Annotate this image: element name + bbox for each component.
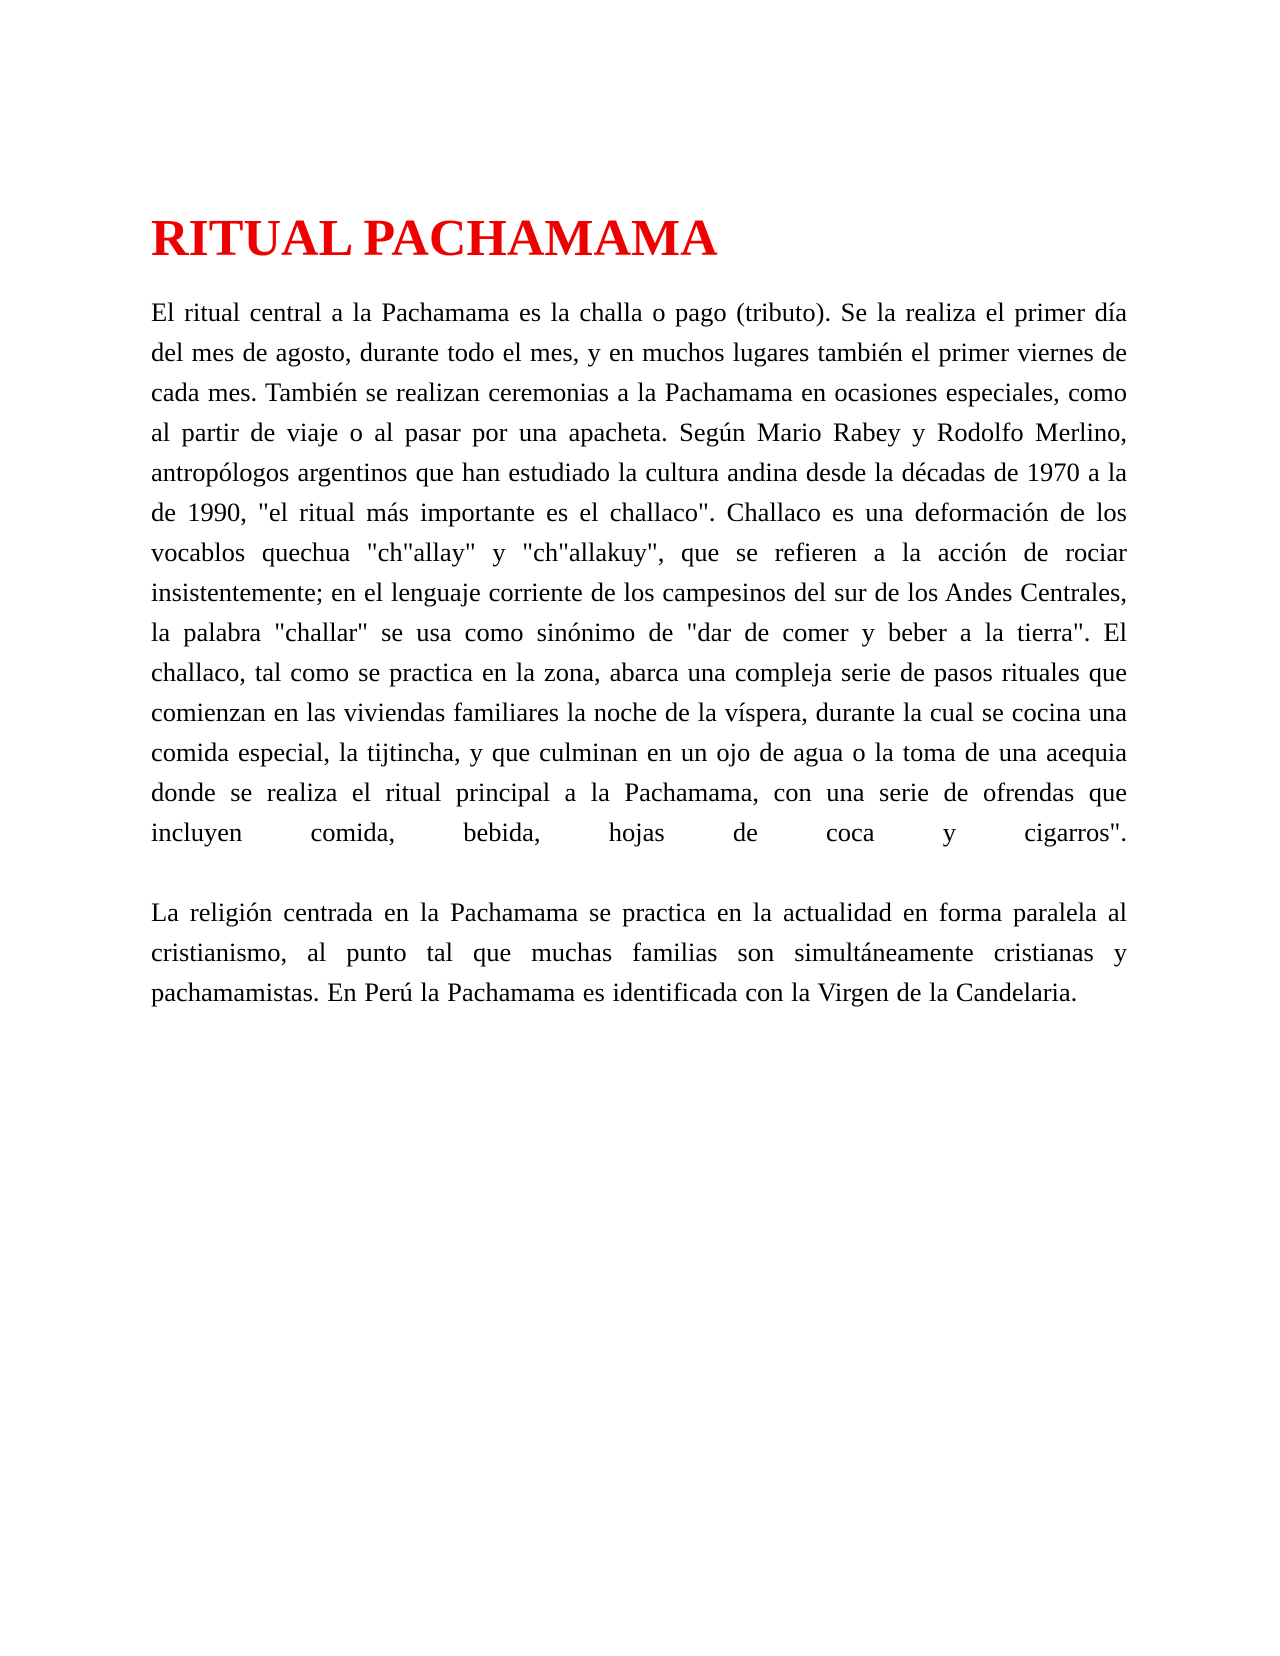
paragraph-spacer [151, 852, 1127, 892]
paragraph-religion-today: La religión centrada en la Pachamama se practica en la actualidad en forma paralela al cristianismo, al punto tal que muchas familias son simultáneamente cristianas y pachamamistas. En Perú la Pachamama es identificada con la Virgen de la Candelaria. [151, 897, 1127, 1008]
document-body [151, 208, 1127, 1012]
paragraph-challa-ritual: El ritual central a la Pachamama es la challa o pago (tributo). Se la realiza el primer día del mes de agosto, durante todo el mes, y en muchos lugares también el primer viernes de cada mes. También se realizan ceremonias a la Pachamama en ocasiones especiales, como al partir de viaje o al pasar por una apacheta. Según Mario Rabey y Rodolfo Merlino, antropólogos argentinos que han estudiado la cultura andina desde la décadas de 1970 a la de 1990, "el ritual más importante es el challaco". Challaco es una deformación de los vocablos quechua "ch"allay" y "ch"allakuy", que se refieren a la acción de rociar insistentemente; en el lenguaje corriente de los campesinos del sur de los Andes Centrales, la palabra "challar" se usa como sinónimo de "dar de comer y beber a la tierra". El challaco, tal como se practica en la zona, abarca una compleja serie de pasos rituales que comienzan en las viviendas familiares la noche de la víspera, durante la cual se cocina una comida especial, la tijtincha, y que culminan en un ojo de agua o la toma de una acequia donde se realiza el ritual principal a la Pachamama, con una serie de ofrendas que incluyen comida, bebida, hojas de coca y cigarros". [151, 297, 1127, 848]
document-title: RITUAL PACHAMAMA [151, 210, 718, 267]
